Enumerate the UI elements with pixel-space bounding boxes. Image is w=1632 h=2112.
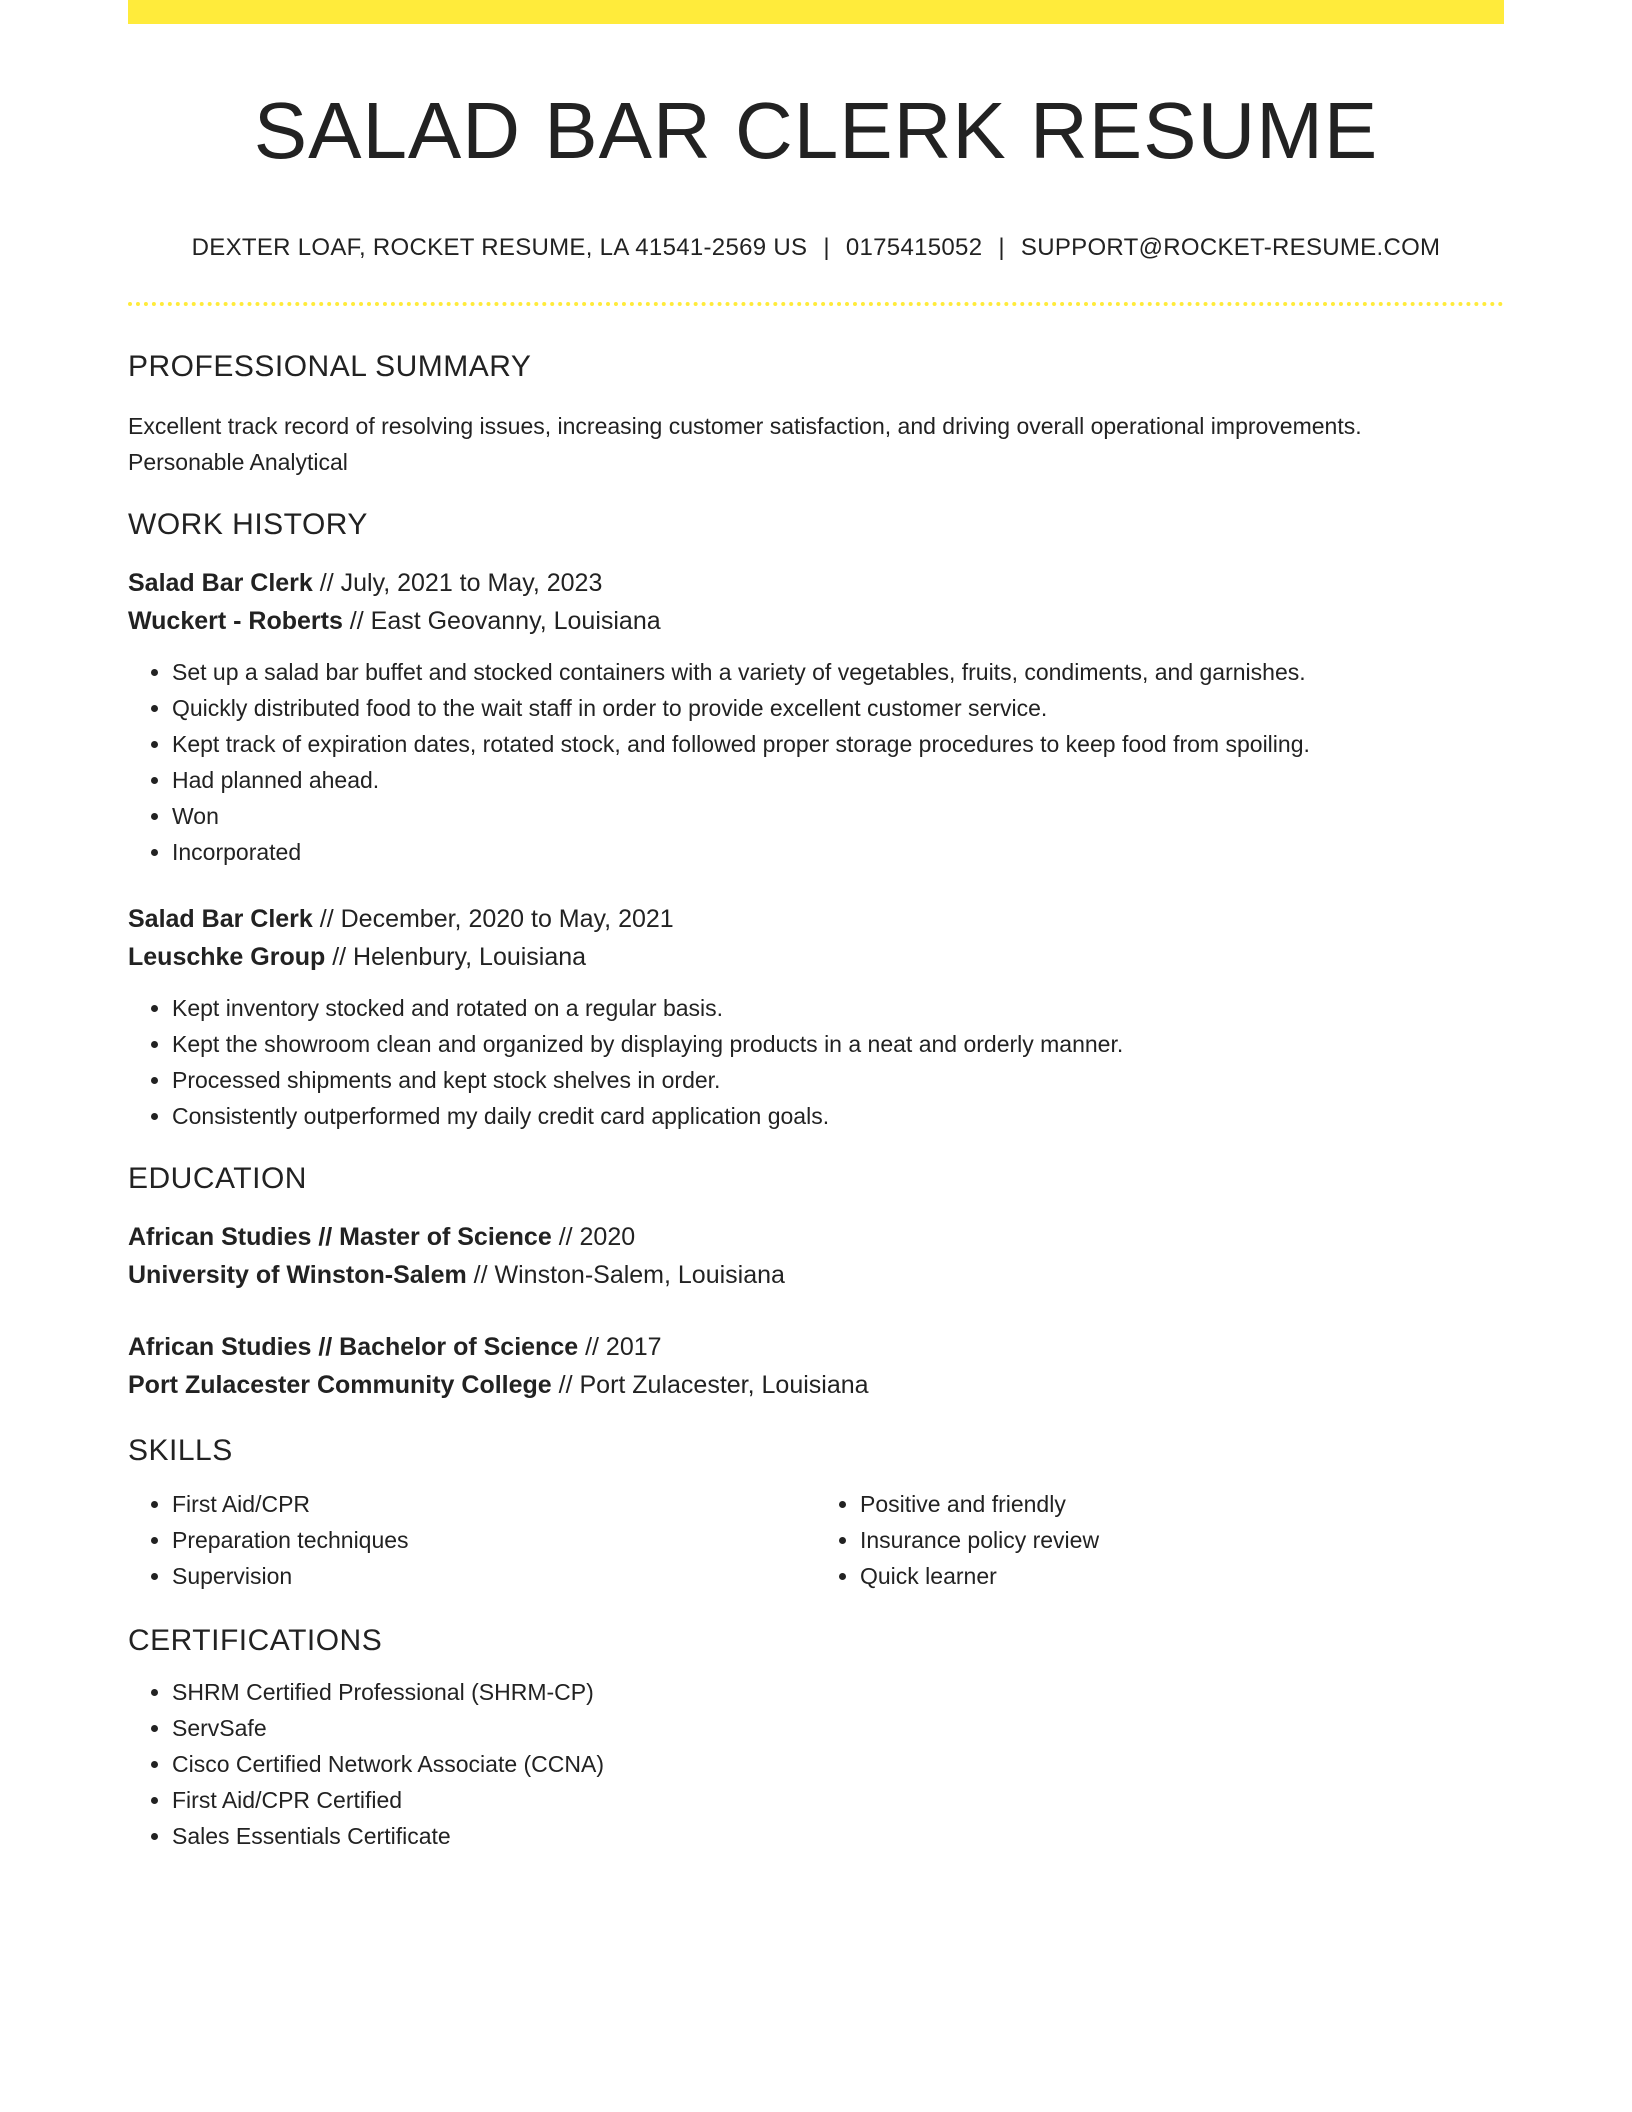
skills-right-list: [816, 1486, 1504, 1594]
summary-text: [128, 408, 1504, 480]
job-dates: // July, 2021 to May, 2023: [312, 569, 603, 597]
certification-item: • First Aid/CPR Certified: [172, 1782, 1504, 1818]
certification-item: • ServSafe: [172, 1710, 1504, 1746]
list-item: • Set up a salad bar buffet and stocked containers with a variety of vegetables, fruits, condiments, and garnishes.: [172, 654, 1504, 690]
education-degree: African Studies // Bachelor of Science: [128, 1333, 579, 1361]
skills-left-list: [128, 1486, 816, 1594]
education-year: // 2020: [551, 1223, 636, 1251]
skill-item: • Supervision: [172, 1558, 816, 1594]
education-school: Port Zulacester Community College: [128, 1371, 552, 1399]
education-year: // 2017: [578, 1333, 662, 1361]
job-bullets: [128, 654, 1504, 870]
list-item: • Kept track of expiration dates, rotated stock, and followed proper storage procedures to keep food from spoiling.: [172, 726, 1504, 762]
education-degree-line: [128, 1328, 1504, 1366]
certification-item: • SHRM Certified Professional (SHRM-CP): [172, 1674, 1504, 1710]
certification-item: • Sales Essentials Certificate: [172, 1818, 1504, 1854]
summary-line: Excellent track record of resolving issues, increasing customer satisfaction, and driving overall operational improvements.: [128, 413, 1362, 439]
job-title-line: [128, 900, 1504, 938]
job-employer-line: [128, 602, 1504, 640]
job-bullets: [128, 990, 1504, 1134]
summary-line: Personable Analytical: [128, 449, 348, 475]
skill-item: • Insurance policy review: [860, 1522, 1504, 1558]
list-item: • Won: [172, 798, 1504, 834]
section-heading-summary: PROFESSIONAL SUMMARY: [128, 350, 532, 383]
section-heading-work: WORK HISTORY: [128, 508, 368, 541]
job-location: // East Geovanny, Louisiana: [342, 607, 661, 635]
contact-separator: |: [823, 234, 830, 261]
education-entry: [128, 1328, 1504, 1404]
list-item: • Quickly distributed food to the wait staff in order to provide excellent customer service.: [172, 690, 1504, 726]
section-heading-skills: SKILLS: [128, 1434, 233, 1467]
skill-item: • First Aid/CPR: [172, 1486, 816, 1522]
job-title-line: [128, 564, 1504, 602]
education-location: // Port Zulacester, Louisiana: [551, 1371, 869, 1399]
job-title: Salad Bar Clerk: [128, 569, 313, 597]
skill-item: • Positive and friendly: [860, 1486, 1504, 1522]
contact-email: SUPPORT@ROCKET-RESUME.COM: [1020, 234, 1441, 261]
job-entry: [128, 564, 1504, 870]
education-school-line: [128, 1256, 1504, 1294]
skills-columns: [128, 1486, 1504, 1594]
list-item: • Had planned ahead.: [172, 762, 1504, 798]
section-heading-education: EDUCATION: [128, 1162, 307, 1195]
job-location: // Helenbury, Louisiana: [325, 943, 587, 971]
job-employer: Wuckert - Roberts: [128, 607, 343, 635]
contact-phone: 0175415052: [845, 234, 983, 261]
education-school-line: [128, 1366, 1504, 1404]
education-location: // Winston-Salem, Louisiana: [466, 1261, 785, 1289]
education-degree-line: [128, 1218, 1504, 1256]
dotted-divider: [128, 302, 1504, 306]
education-school: University of Winston-Salem: [128, 1261, 467, 1289]
contact-address: DEXTER LOAF, ROCKET RESUME, LA 41541-2569 US: [191, 234, 808, 261]
skill-item: • Quick learner: [860, 1558, 1504, 1594]
education-entry: [128, 1218, 1504, 1294]
list-item: • Kept inventory stocked and rotated on a regular basis.: [172, 990, 1504, 1026]
resume-title: SALAD BAR CLERK RESUME: [253, 86, 1379, 175]
resume-page: [128, 0, 1504, 1854]
job-dates: // December, 2020 to May, 2021: [312, 905, 674, 933]
education-degree: African Studies // Master of Science: [128, 1223, 552, 1251]
list-item: • Consistently outperformed my daily credit card application goals.: [172, 1098, 1504, 1134]
list-item: • Kept the showroom clean and organized by displaying products in a neat and orderly manner.: [172, 1026, 1504, 1062]
list-item: • Incorporated: [172, 834, 1504, 870]
contact-line: [128, 232, 1504, 264]
section-heading-certifications: CERTIFICATIONS: [128, 1624, 383, 1657]
job-employer-line: [128, 938, 1504, 976]
accent-top-bar: [128, 0, 1504, 24]
certifications-list: [128, 1674, 1504, 1854]
list-item: • Processed shipments and kept stock shelves in order.: [172, 1062, 1504, 1098]
job-title: Salad Bar Clerk: [128, 905, 313, 933]
contact-separator: |: [998, 234, 1005, 261]
job-employer: Leuschke Group: [128, 943, 326, 971]
skill-item: • Preparation techniques: [172, 1522, 816, 1558]
job-entry: [128, 900, 1504, 1134]
certification-item: • Cisco Certified Network Associate (CCNA): [172, 1746, 1504, 1782]
